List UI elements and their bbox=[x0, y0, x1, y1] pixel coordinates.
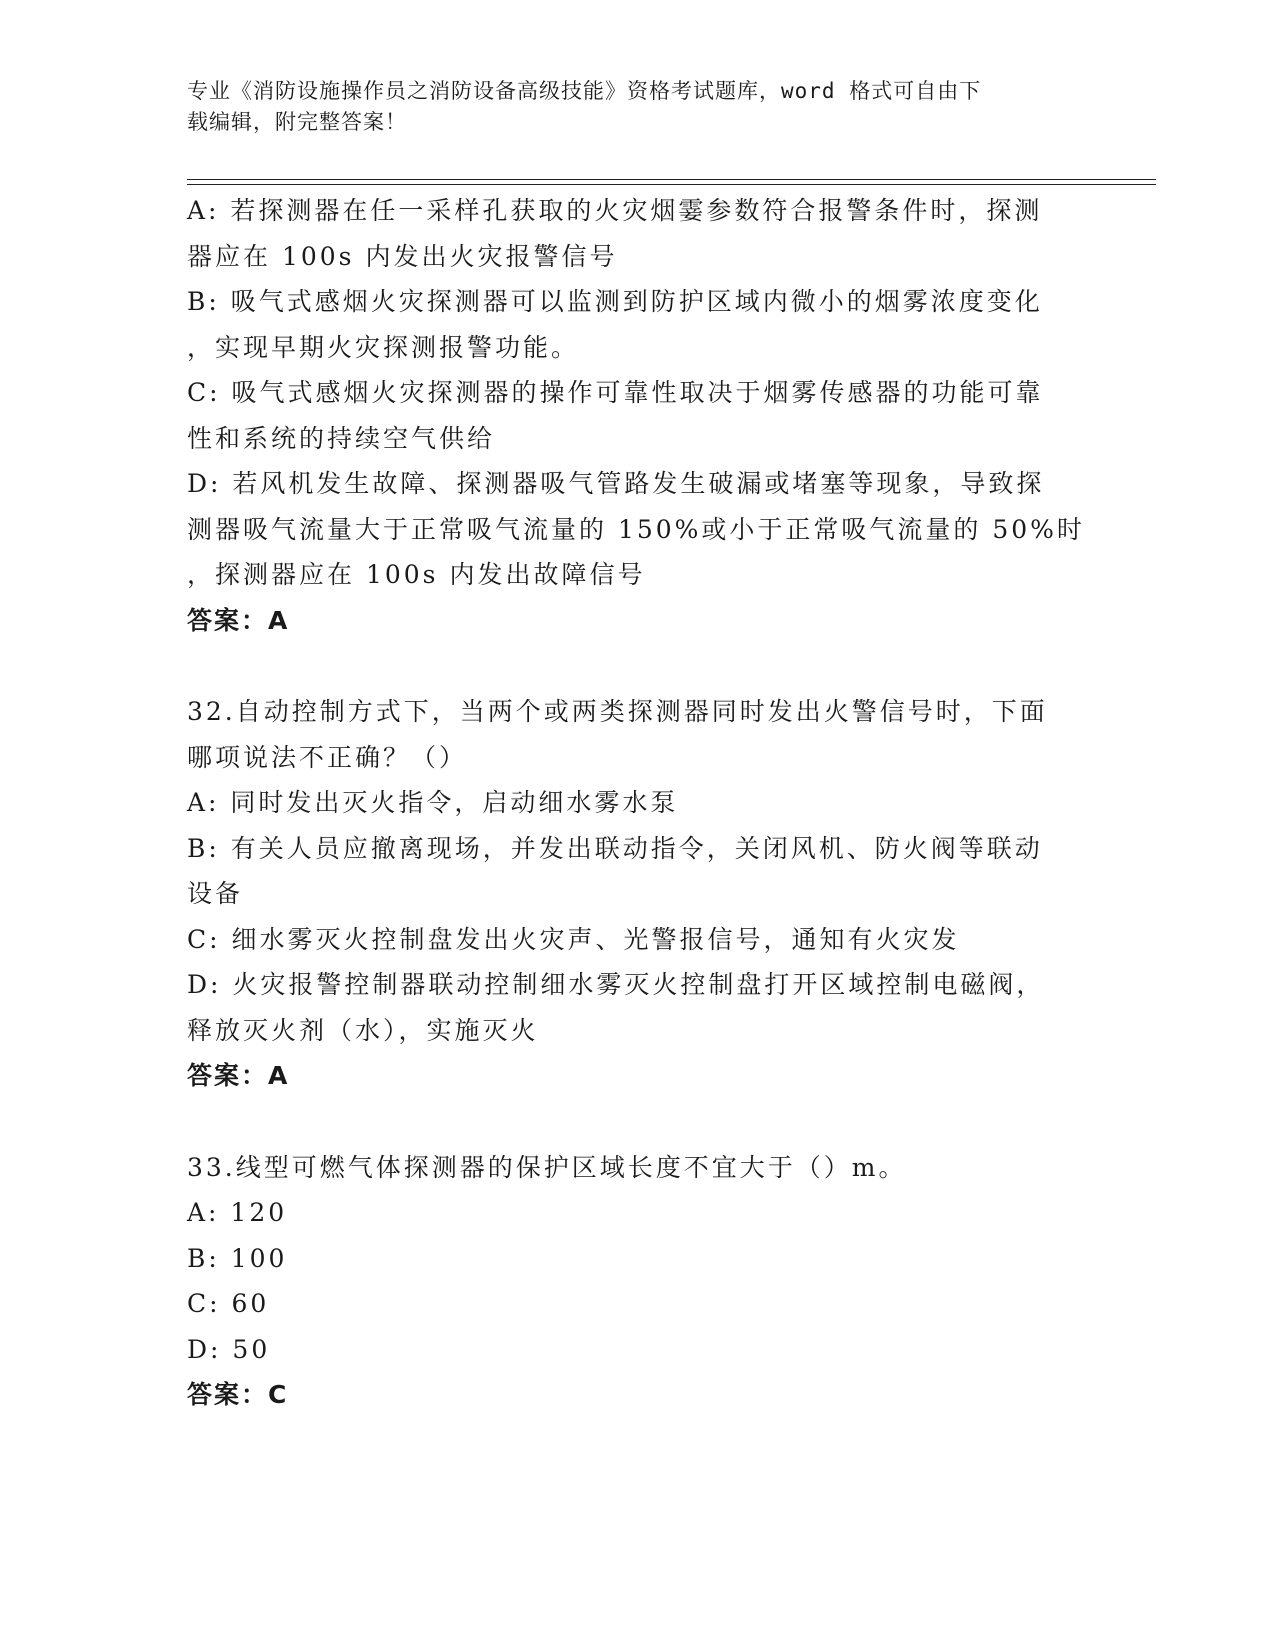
header-line-2: 载编辑，附完整答案！ bbox=[187, 110, 407, 134]
q31-option-b-line-2: ，实现早期火灾探测报警功能。 bbox=[187, 332, 580, 362]
header-line-1: 专业《消防设施操作员之消防设备高级技能》资格考试题库，word 格式可自由下 bbox=[187, 79, 982, 103]
question-content bbox=[187, 188, 1087, 1418]
spacer bbox=[187, 1099, 1087, 1145]
question-31 bbox=[187, 188, 1087, 643]
q32-option-d-line-2: 释放灭火剂（水），实施灭火 bbox=[187, 1015, 539, 1045]
q32-answer: 答案：A bbox=[187, 1061, 290, 1090]
q33-answer: 答案：C bbox=[187, 1380, 289, 1409]
question-33 bbox=[187, 1145, 1087, 1418]
q31-option-c-line-2: 性和系统的持续空气供给 bbox=[187, 423, 496, 453]
header-divider-top bbox=[187, 179, 1156, 180]
q31-option-a-line-2: 器应在 100s 内发出火灾报警信号 bbox=[187, 241, 618, 271]
q31-answer: 答案：A bbox=[187, 605, 290, 635]
header-divider-bottom bbox=[187, 184, 1156, 185]
q32-option-b-line-2: 设备 bbox=[187, 879, 244, 908]
q33-stem: 33.线型可燃气体探测器的保护区域长度不宜大于（）m。 bbox=[187, 1152, 907, 1182]
q32-stem-line-1: 32.自动控制方式下，当两个或两类探测器同时发出火警信号时，下面 bbox=[187, 697, 1048, 726]
q31-option-c-line-1: C: 吸气式感烟火灾探测器的操作可靠性取决于烟雾传感器的功能可靠 bbox=[187, 378, 1044, 407]
q33-option-d: D: 50 bbox=[187, 1334, 271, 1364]
q33-option-a: A: 120 bbox=[187, 1198, 288, 1227]
q32-option-b-line-1: B: 有关人员应撤离现场，并发出联动指令，关闭风机、防火阀等联动 bbox=[187, 833, 1043, 863]
q33-option-c: C: 60 bbox=[187, 1289, 270, 1318]
question-32 bbox=[187, 689, 1087, 1099]
spacer bbox=[187, 643, 1087, 689]
q32-option-c: C: 细水雾灭火控制盘发出火灾声、光警报信号，通知有火灾发 bbox=[187, 924, 960, 954]
q32-option-d-line-1: D: 火灾报警控制器联动控制细水雾灭火控制盘打开区域控制电磁阀， bbox=[187, 970, 1045, 999]
q31-option-b-line-1: B: 吸气式感烟火灾探测器可以监测到防护区域内微小的烟雾浓度变化 bbox=[187, 287, 1043, 316]
q31-option-d-line-1: D: 若风机发生故障、探测器吸气管路发生破漏或堵塞等现象，导致探 bbox=[187, 469, 1045, 498]
document-header bbox=[187, 76, 1087, 138]
q32-stem-line-2: 哪项说法不正确？（） bbox=[187, 742, 468, 772]
q31-option-d-line-2: 测器吸气流量大于正常吸气流量的 150%或小于正常吸气流量的 50%时 bbox=[187, 514, 1085, 544]
q32-option-a: A: 同时发出灭火指令，启动细水雾水泵 bbox=[187, 788, 679, 817]
q31-option-d-line-3: ，探测器应在 100s 内发出故障信号 bbox=[187, 560, 646, 589]
q33-option-b: B: 100 bbox=[187, 1243, 288, 1273]
q31-option-a-line-1: A: 若探测器在任一采样孔获取的火灾烟霎参数符合报警条件时，探测 bbox=[187, 196, 1043, 225]
